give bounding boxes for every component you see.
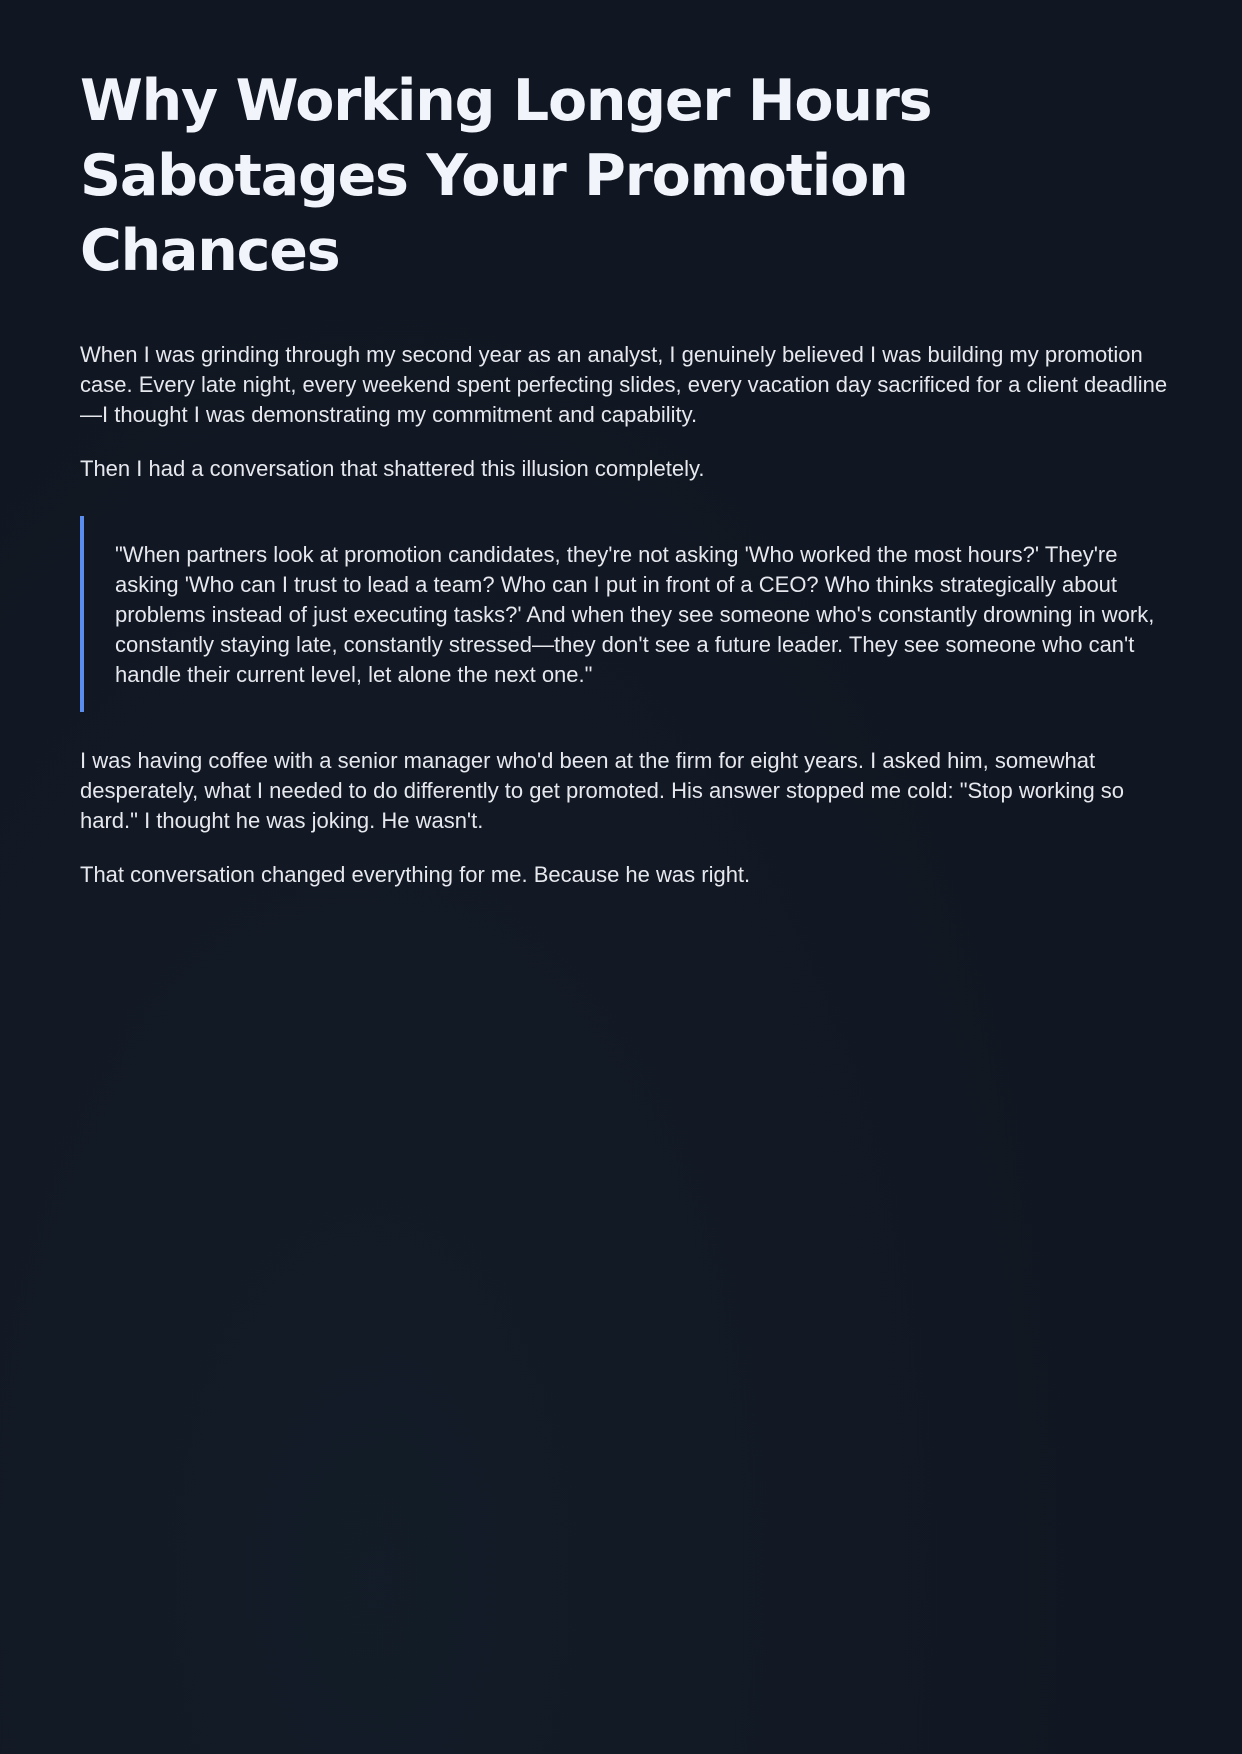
- transition-paragraph: Then I had a conversation that shattered this illusion completely.: [80, 456, 705, 481]
- article-title: Why Working Longer Hours Sabotages Your Promotion Chances: [80, 68, 932, 284]
- intro-paragraph: When I was grinding through my second year as an analyst, I genuinely believed I was building my promotion case. Every late night, every weekend spent perfecting slides, every vacation day sacrificed for a client deadline—I thought I was demonstrating my commitment and capability.: [80, 342, 1168, 427]
- pull-quote: "When partners look at promotion candidates, they're not asking 'Who worked the most hours?' They're asking 'Who can I trust to lead a team? Who can I put in front of a CEO? Who thinks strategically about problems instead of just executing tasks?' And when they see someone who's constantly drowning in work, constantly staying late, constantly stressed—they don't see a future leader. They see someone who can't handle their current level, let alone the next one.": [80, 516, 1170, 712]
- conclusion-paragraph: That conversation changed everything for me. Because he was right.: [80, 862, 751, 887]
- article-body: [80, 340, 1170, 890]
- coffee-story-paragraph: I was having coffee with a senior manager who'd been at the firm for eight years. I asked him, somewhat desperately, what I needed to do differently to get promoted. His answer stopped me cold: "Stop working so hard." I thought he was joking. He wasn't.: [80, 748, 1125, 833]
